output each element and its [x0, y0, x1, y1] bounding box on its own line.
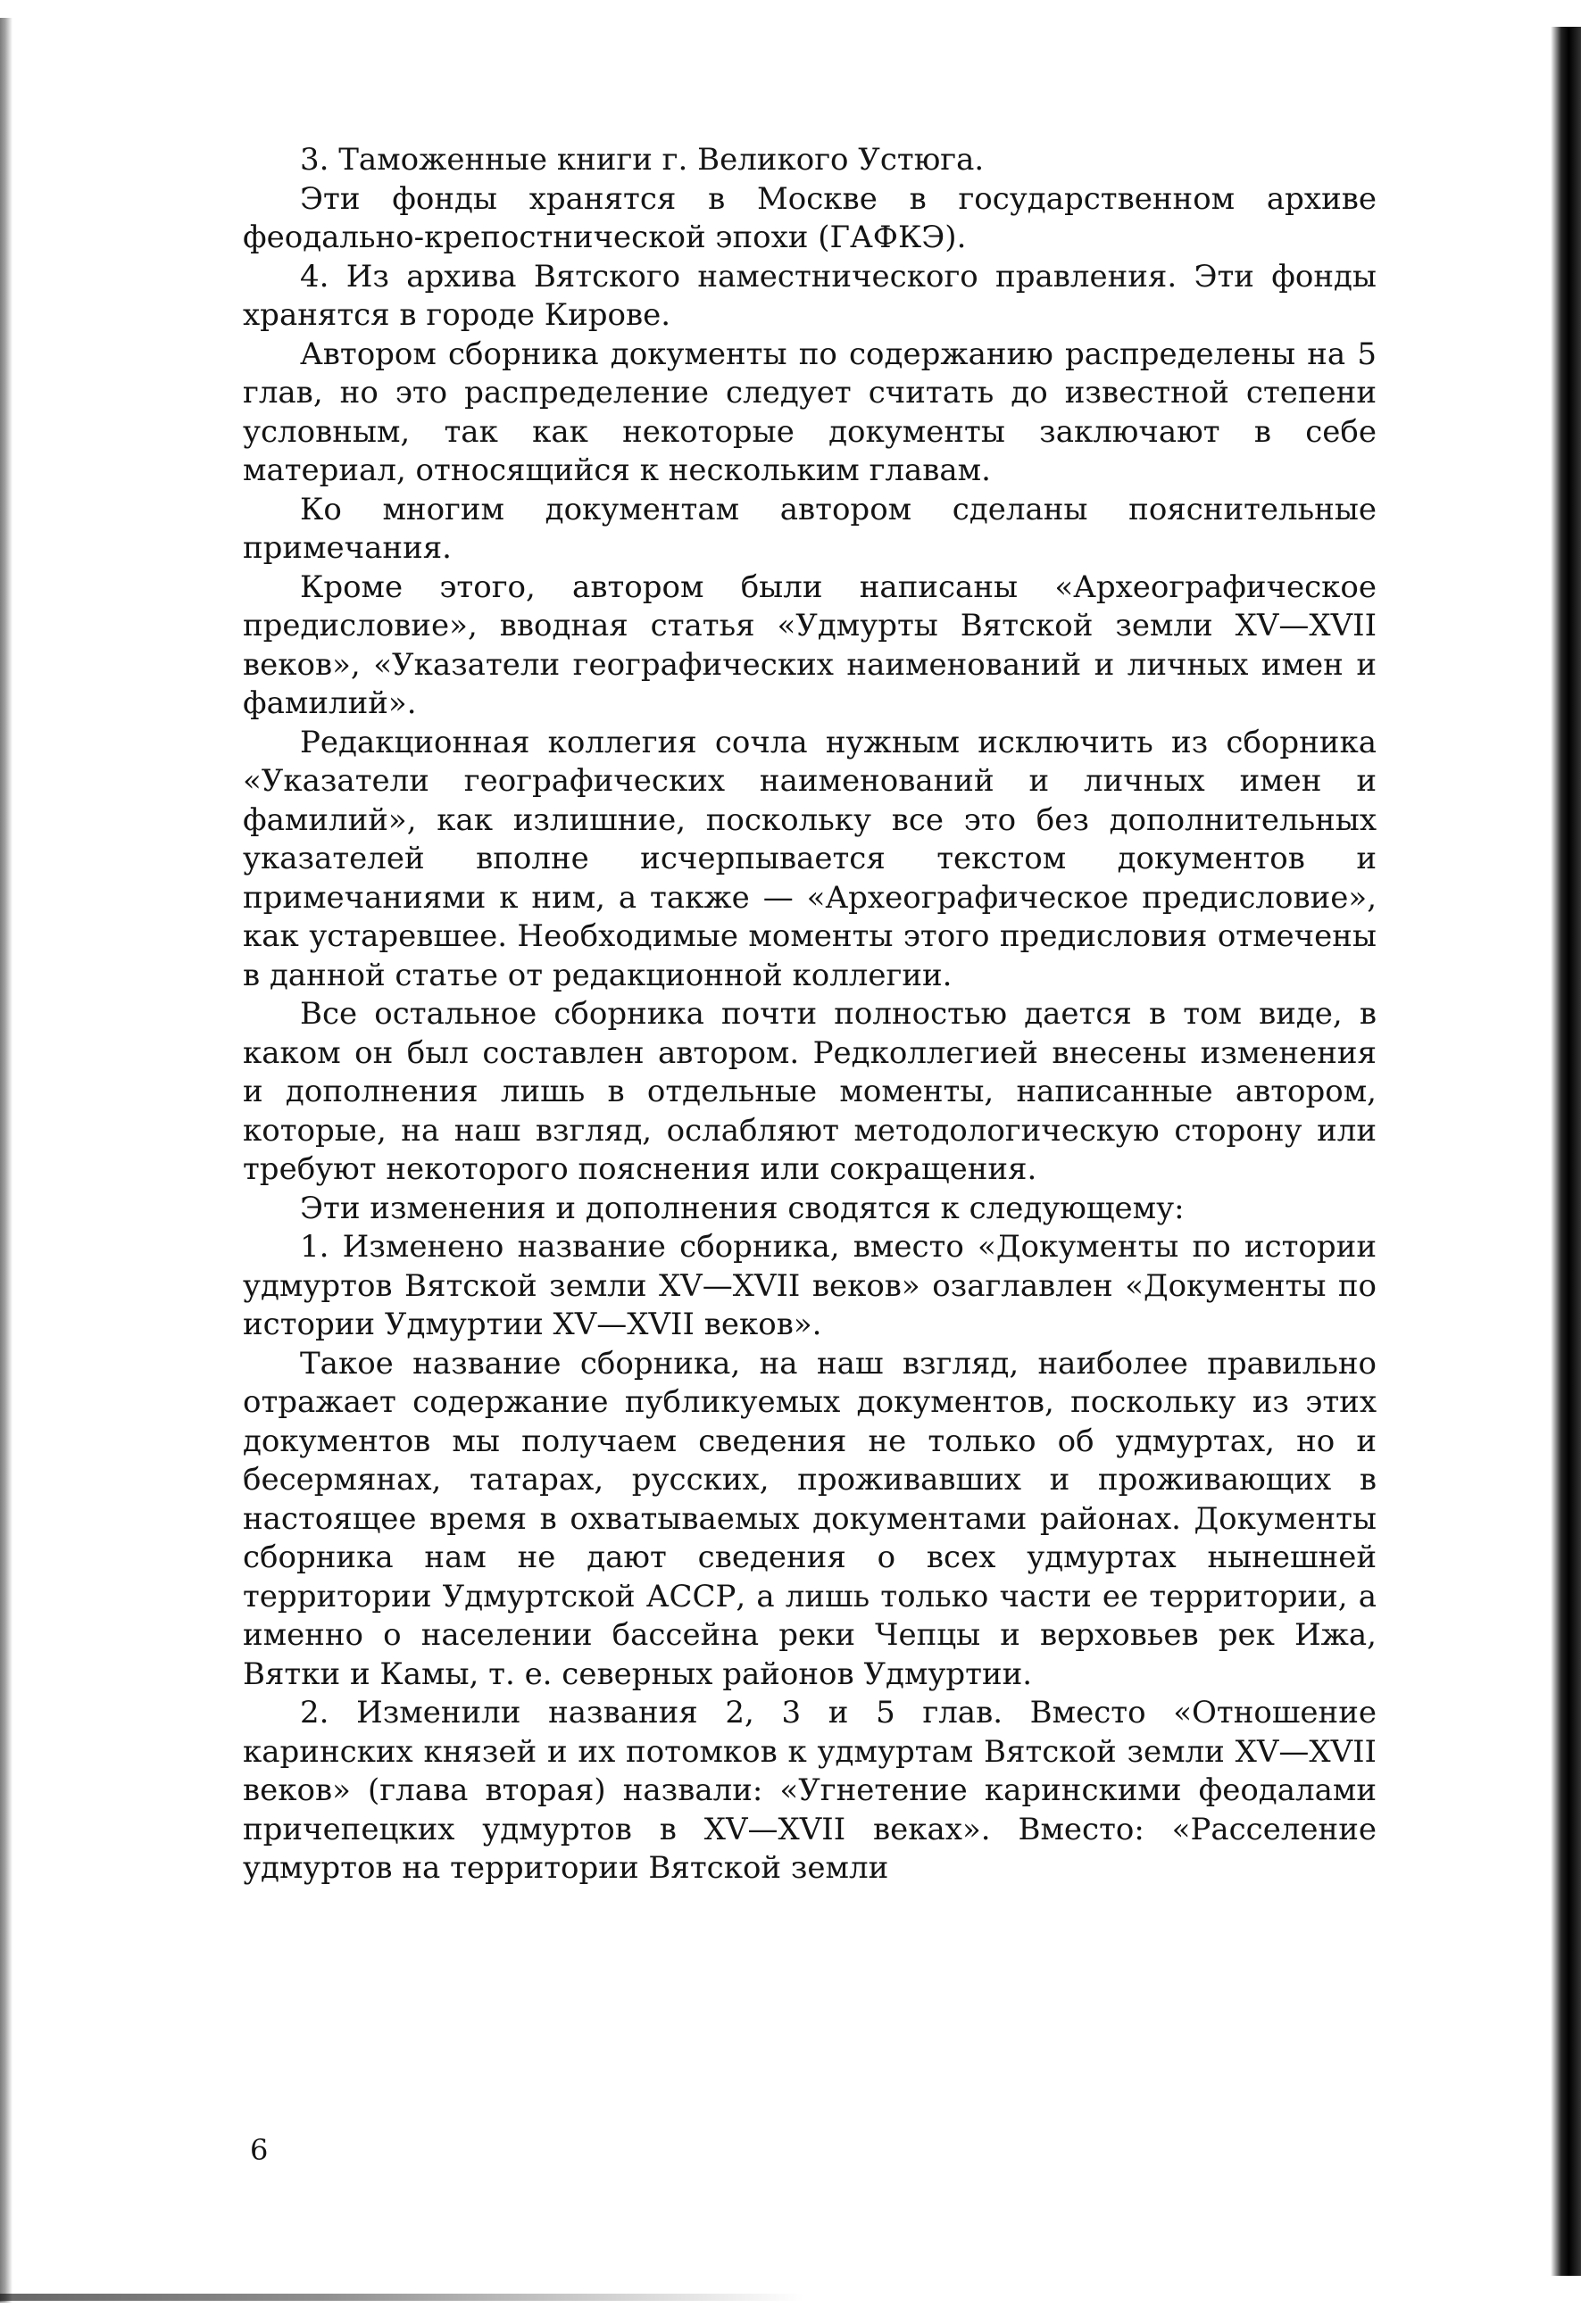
paragraph: Такое название сборника, на наш взгляд, наиболее правильно отражает содержание публикуемых документов, поскольку из этих документов мы получаем сведения не только об удмуртах, но и бесермянах, татарах, русских, проживавших и проживающих в настоящее время в охватываемых документами районах. Документы сборника нам не дают сведения о всех удмуртах нынешней территории Удмуртской АССР, а лишь только части ее территории, а именно о населении бассейна реки Чепцы и верховьев рек Ижа, Вятки и Камы, т. е. северных районов Удмуртии.	[243, 1345, 1377, 1692]
paragraph: 1. Изменено название сборника, вместо «Документы по истории удмуртов Вятской земли XV—XVII веков» озаглавлен «Документы по истории Удмуртии XV—XVII веков».	[243, 1229, 1377, 1342]
paragraph: 2. Изменили названия 2, 3 и 5 глав. Вместо «Отношение каринских князей и их потомков к удмуртам Вятской земли XV—XVII веков» (глава вторая) назвали: «Угнетение каринскими феодалами причепецких удмуртов в XV—XVII веках». Вместо: «Расселение удмуртов на территории Вятской земли	[243, 1695, 1377, 1886]
paragraph: 3. Таможенные книги г. Великого Устюга.	[300, 142, 985, 178]
paragraph: Автором сборника документы по содержанию распределены на 5 глав, но это распределение следует считать до известной степени условным, так как некоторые документы заключают в себе материал, относящийся к нескольким главам.	[243, 336, 1377, 488]
paragraph: Ко многим документам автором сделаны пояснительные примечания.	[243, 491, 1377, 566]
scan-edge-left	[0, 18, 12, 2303]
paragraph: Кроме этого, автором были написаны «Археографическое предисловие», вводная статья «Удмурты Вятской земли XV—XVII веков», «Указатели географических наименований и личных имен и фамилий».	[243, 569, 1377, 721]
paragraph: 4. Из архива Вятского наместнического правления. Эти фонды хранятся в городе Кирове.	[243, 258, 1377, 333]
paragraph: Эти фонды хранятся в Москве в государственном архиве феодально-крепостнической эпохи (ГАФКЭ).	[243, 180, 1377, 255]
paragraph: Редакционная коллегия сочла нужным исключить из сборника «Указатели географических наименований и личных имен и фамилий», как излишние, поскольку все это без дополнительных указателей вполне исчерпывается текстом документов и примечаниями к ним, а также — «Археографическое предисловие», как устаревшее. Необходимые моменты этого предисловия отмечены в данной статье от редакционной коллегии.	[243, 724, 1377, 993]
paragraph: Все остальное сборника почти полностью дается в том виде, в каком он был составлен автором. Редколлегией внесены изменения и дополнения лишь в отдельные моменты, написанные автором, которые, на наш взгляд, ослабляют методологическую сторону или требуют некоторого пояснения или сокращения.	[243, 996, 1377, 1187]
page-text	[243, 141, 1377, 1888]
paragraph: Эти изменения и дополнения сводятся к следующему:	[300, 1190, 1185, 1226]
scan-edge-right	[1551, 27, 1581, 2276]
scan-edge-bottom	[0, 2294, 803, 2301]
page-number: 6	[250, 2133, 269, 2167]
